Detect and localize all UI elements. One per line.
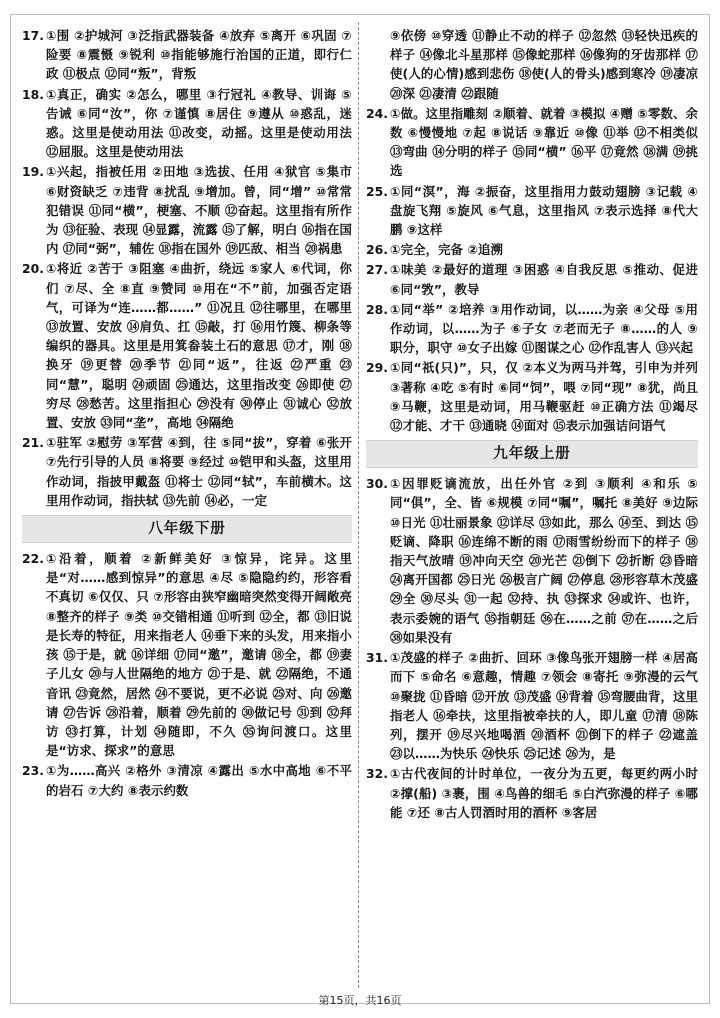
- answer-text: ①因罪贬谪流放，出任外官 ②到 ③顺利 ④和乐 ⑤同“俱”，全、皆 ⑥规模 ⑦同“嘱”，嘱托 ⑧美好 ⑨边际 ⑩日光 ⑪壮丽景象 ⑫详尽 ⑬如此，那么 ⑭至、到达 ⑮贬谪、降职 ⑯连绵不断的雨 ⑰雨雪纷纷而下的样子 ⑱指天气放晴 ⑲冲向天空 ⑳光芒 ㉑倒下 ㉒折断 ㉓昏暗 ㉔离开国都 ㉕日光 ㉖极言广阔 ㉗停息 ㉘形容草木茂盛 ㉙全 ㉚尽头 ㉛一起 ㉜持、执 ㉝探求 ㉞或许、也许，表示委婉的语气 ㉟指朝廷 ㊱在……之前 ㊲在……之后 ㊳如果没有: [390, 476, 698, 645]
- section-banner: 八年级下册: [22, 515, 352, 543]
- answer-entry: [366, 474, 698, 647]
- answer-entry: [22, 761, 352, 799]
- answer-entry: [22, 162, 352, 258]
- answer-text: ①同“溟”，海 ②振奋，这里指用力鼓动翅膀 ③记载 ④盘旋飞翔 ⑤旋风 ⑥气息，这里指风 ⑦表示选择 ⑧代大鹏 ⑨这样: [390, 183, 698, 238]
- question-number: 28.: [366, 301, 388, 317]
- answer-text: ①围 ②护城河 ③泛指武器装备 ④放弃 ⑤离开 ⑥巩固 ⑦险要 ⑧震慑 ⑨锐利 ⑩指能够施行治国的正道，即行仁政 ⑪极点 ⑫同“叛”，背叛: [46, 28, 352, 82]
- answer-text: ①同“举” ②培养 ③用作动词，以……为亲 ④父母 ⑤用作动词，以……为子 ⑥子女 ⑦老而无子 ⑧……的人 ⑨职分，职守 ⑩女子出嫁 ⑪图谋之心 ⑫作乱害人 ⑬兴起: [390, 301, 698, 356]
- question-number: 18.: [22, 86, 44, 102]
- answer-text: ①驻军 ②慰劳 ③军营 ④到，往 ⑤同“拔”，穿着 ⑥张开 ⑦先行引导的人员 ⑧将要 ⑨经过 ⑩铠甲和头盔，这里用作动词，指披甲戴盔 ⑪将士 ⑫同“轼”，车前横木。这里用作动词，指扶轼 ⑬先前 ⑭必，一定: [46, 435, 352, 508]
- answer-entry: [22, 259, 352, 432]
- answer-entry: [366, 648, 698, 763]
- answer-entry-continued: [366, 26, 698, 103]
- answer-entry: [22, 85, 352, 162]
- answer-entry: [366, 104, 698, 181]
- question-number: 26.: [366, 242, 388, 258]
- answer-text: ①为……高兴 ②格外 ③清凉 ④露出 ⑤水中高地 ⑥不平的岩石 ⑦大约 ⑧表示约数: [46, 763, 352, 798]
- answer-text: ①茂盛的样子 ②曲折、回环 ③像鸟张开翅膀一样 ④居高而下 ⑤命名 ⑥意趣，情趣 ⑦领会 ⑧寄托 ⑨弥漫的云气 ⑩聚拢 ⑪昏暗 ⑫开放 ⑬茂盛 ⑭背着 ⑮弯腰曲背，这里指老人 ⑯牵扶，这里指被牵扶的人，即儿童 ⑰清 ⑱陈列，摆开 ⑲尽兴地喝酒 ⑳酒杯 ㉑倒下的样子 ㉒遮盖 ㉓以……为快乐 ㉔快乐 ㉕记述 ㉖为，是: [390, 650, 698, 762]
- answer-text: ①沿着，顺着 ②新鲜美好 ③惊异，诧异。这里是“对……感到惊异”的意思 ④尽 ⑤隐隐约约，形容看不真切 ⑥仅仅、只 ⑦形容由狭窄幽暗突然变得开阔敞亮 ⑧整齐的样子 ⑨类 ⑩交错相通 ⑪听到 ⑫全，都 ⑬旧说是长寿的特征，用来指老人 ⑭垂下来的头发，用来指小孩 ⑮于是，就 ⑯详细 ⑰同“邀”，邀请 ⑱全，都 ⑲妻子儿女 ⑳与人世隔绝的地方 ㉑于是、就 ㉒隔绝，不通音讯 ㉓竟然，居然 ㉔不要说，更不必说 ㉕对、向 ㉖邀请 ㉗告诉 ㉘沿着，顺着 ㉙先前的 ㉚做记号 ㉛到 ㉜拜访 ㉝打算，计划 ㉞随即，不久 ㉟询问渡口。这里是“访求、探求”的意思: [46, 551, 352, 759]
- answer-text: ①将近 ②苦于 ③阻塞 ④曲折，绕远 ⑤家人 ⑥代词，你们 ⑦尽、全 ⑧直 ⑨赞同 ⑩用在“不”前，加强否定语气，可译为“连……都……” ⑪况且 ⑫往哪里，在哪里 ⑬放置、安放 ⑭肩负、扛 ⑮敲，打 ⑯用竹篾、柳条等编织的器具。这里是用箕畚装土石的意思 ⑰才，刚 ⑱换牙 ⑲更替 ⑳季节 ㉑同“返”，往返 ㉒严重 ㉓同“慧”，聪明 ㉔顽固 ㉕通达，这里指改变 ㉖即使 ㉗穷尽 ㉘愁苦。这里指担心 ㉙没有 ㉚停止 ㉛诚心 ㉜放置、安放 ㉝同“垄”，高地 ㉞隔绝: [46, 261, 352, 431]
- question-number: 29.: [366, 360, 388, 376]
- answer-entry: [366, 300, 698, 358]
- question-number: 27.: [366, 262, 388, 278]
- answer-text: ①味美 ②最好的道理 ③困惑 ④自我反思 ⑤推动、促进 ⑥同“敩”，教导: [390, 262, 698, 297]
- answer-text: ①做。这里指雕刻 ②顺着、就着 ③模拟 ④赠 ⑤零数、余数 ⑥慢慢地 ⑦起 ⑧说话 ⑨靠近 ⑩像 ⑪举 ⑫不相类似 ⑬弯曲 ⑭分明的样子 ⑮同“横” ⑯平 ⑰竟然 ⑱满 ⑲挑选: [390, 105, 698, 179]
- question-number: 25.: [366, 183, 388, 199]
- answer-entry: [22, 433, 352, 510]
- answer-text: ①兴起，指被任用 ②田地 ③选拔、任用 ④狱官 ⑤集市 ⑥财资缺乏 ⑦违背 ⑧扰乱 ⑨增加。曾，同“增” ⑩常常犯错误 ⑪同“横”，梗塞、不顺 ⑫奋起。这里指有所作为 ⑬征验、表现 ⑭显露，流露 ⑮了解，明白 ⑯指在国内 ⑰同“弼”，辅佐 ⑱指在国外 ⑲匹敌、相当 ⑳祸患: [46, 164, 352, 257]
- answer-entry: [22, 26, 352, 84]
- question-number: 20.: [22, 261, 44, 277]
- section-banner: 九年级上册: [366, 440, 698, 468]
- question-number: 23.: [22, 763, 44, 779]
- answer-entry: [22, 549, 352, 760]
- question-number: 17.: [22, 28, 44, 43]
- column-divider: [358, 22, 359, 988]
- answer-entry: [366, 764, 698, 822]
- answer-entry: [366, 182, 698, 240]
- answer-entry: [366, 358, 698, 435]
- question-number: 32.: [366, 766, 388, 782]
- question-number: 24.: [366, 105, 388, 121]
- answer-entry: [366, 260, 698, 298]
- answer-text: ①完全，完备 ②追溯: [390, 242, 504, 258]
- question-number: 30.: [366, 476, 388, 492]
- left-column: [22, 26, 352, 984]
- question-number: 31.: [366, 650, 388, 666]
- answer-text: ①古代夜间的计时单位，一夜分为五更，每更约两小时 ②撑(船) ③裹，围 ④鸟兽的细毛 ⑤白汽弥漫的样子 ⑥哪能 ⑦还 ⑧古人罚酒时用的酒杯 ⑨客居: [390, 766, 698, 820]
- answer-entry: [366, 240, 698, 259]
- question-number: 21.: [22, 435, 44, 451]
- answer-text: ①真正，确实 ②怎么，哪里 ③行冠礼 ④教导、训诲 ⑤告诫 ⑥同“汝”，你 ⑦谨慎 ⑧居住 ⑨遵从 ⑩惑乱，迷惑。这里是使动用法 ⑪改变，动摇。这里是使动用法 ⑫屈服。这里是使动用法: [46, 86, 352, 160]
- right-column: [366, 26, 698, 984]
- answer-text: ⑨依傍 ⑩穿透 ⑪静止不动的样子 ⑫忽然 ⑬轻快迅疾的样子 ⑭像北斗星那样 ⑮像蛇那样 ⑯像狗的牙齿那样 ⑰使(人的心情)感到悲伤 ⑱使(人的骨头)感到寒冷 ⑲凄凉 ⑳深 ㉑凄清 ㉒跟随: [390, 28, 698, 101]
- page-footer: 第15页，共16页: [318, 994, 402, 1007]
- question-number: 19.: [22, 164, 44, 180]
- question-number: 22.: [22, 551, 44, 567]
- answer-text: ①同“祇(只)”，只，仅 ②本义为两马并驾，引申为并列 ③著称 ④吃 ⑤有时 ⑥同“饲”，喂 ⑦同“现” ⑧犹，尚且 ⑨马鞭，这里是动词，用马鞭驱赶 ⑩正确方法 ⑪竭尽 ⑫才能、才干 ⑬通晓 ⑭面对 ⑮表示加强诘问语气: [390, 360, 698, 434]
